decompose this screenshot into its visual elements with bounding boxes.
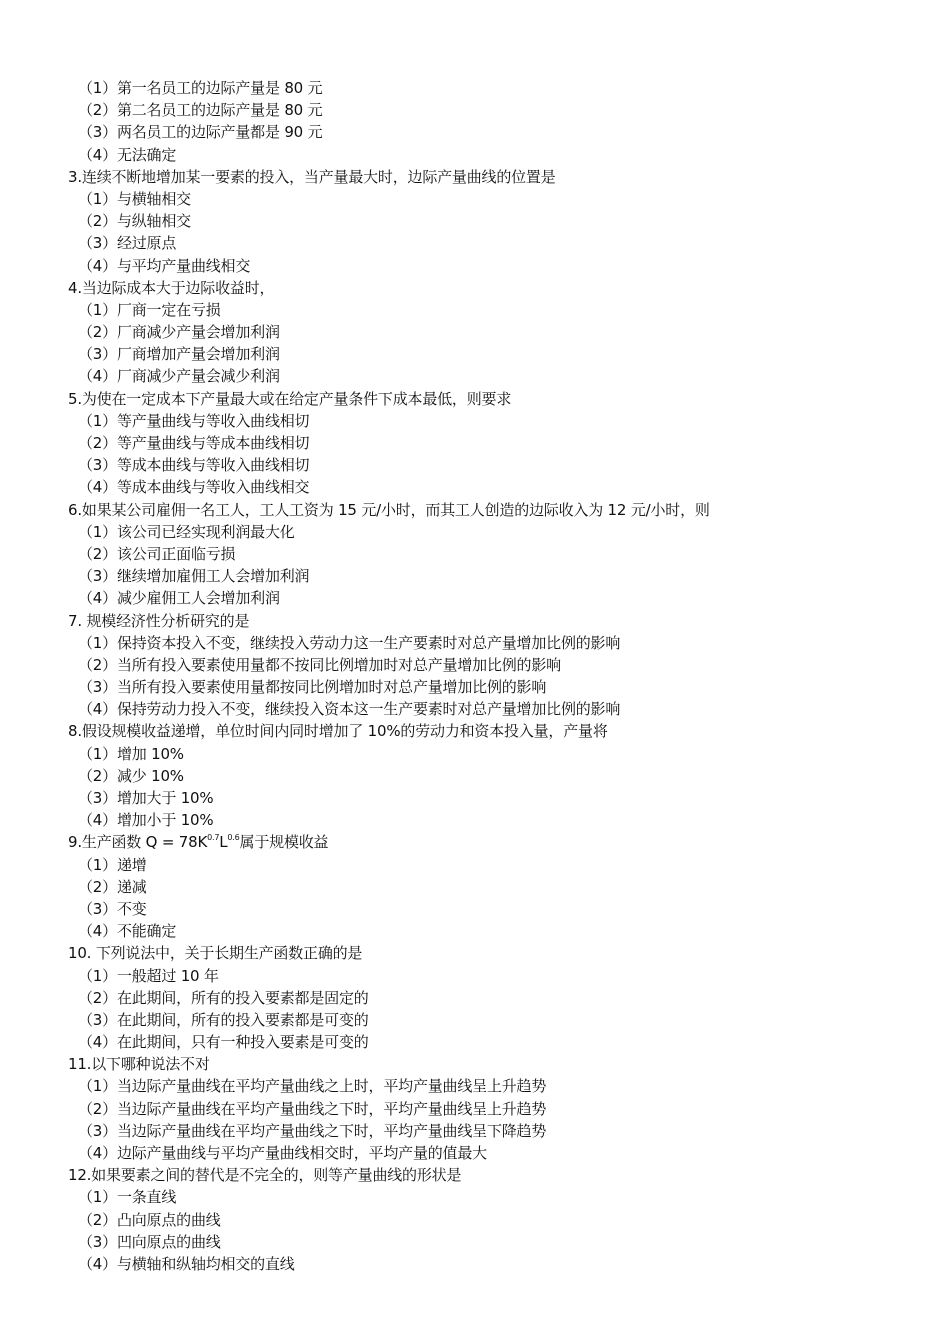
question-stem: 6.如果某公司雇佣一名工人，工人工资为 15 元/小时，而其工人创造的边际收入为 12 元/小时，则	[68, 500, 710, 519]
option-line: （1）递增	[78, 855, 147, 874]
option-line: （1）与横轴相交	[78, 189, 191, 208]
option-line: （4）减少雇佣工人会增加利润	[78, 589, 280, 608]
option-line: （3）两名员工的边际产量都是 90 元	[78, 123, 323, 142]
option-line: （4）在此期间，只有一种投入要素是可变的	[78, 1033, 369, 1052]
option-line: （3）当边际产量曲线在平均产量曲线之下时，平均产量曲线呈下降趋势	[78, 1121, 547, 1140]
option-line: （2）该公司正面临亏损	[78, 544, 236, 563]
question-stem: 5.为使在一定成本下产量最大或在给定产量条件下成本最低，则要求	[68, 389, 512, 408]
option-line: （2）递减	[78, 877, 147, 896]
option-line: （3）继续增加雇佣工人会增加利润	[78, 567, 310, 586]
option-line: （2）等产量曲线与等成本曲线相切	[78, 434, 310, 452]
option-line: （4）与横轴和纵轴均相交的直线	[78, 1254, 295, 1273]
option-line: （4）保持劳动力投入不变，继续投入资本这一生产要素时对总产量增加比例的影响	[78, 700, 621, 719]
option-line: （2）凸向原点的曲线	[78, 1210, 221, 1229]
option-line: （2）与纵轴相交	[78, 212, 191, 231]
option-line: （2）第二名员工的边际产量是 80 元	[78, 101, 323, 120]
option-line: （1）厂商一定在亏损	[78, 300, 221, 319]
option-line: （1）当边际产量曲线在平均产量曲线之上时，平均产量曲线呈上升趋势	[78, 1077, 547, 1096]
stem-text: 9.生产函数 Q = 78K	[68, 833, 208, 852]
exponent: 0.7	[207, 833, 220, 843]
option-line: （3）当所有投入要素使用量都按同比例增加时对总产量增加比例的影响	[78, 678, 547, 697]
question-stem: 7. 规模经济性分析研究的是	[68, 611, 250, 630]
option-line: （4）等成本曲线与等收入曲线相交	[78, 478, 310, 497]
option-line: （3）在此期间，所有的投入要素都是可变的	[78, 1010, 369, 1029]
question-stem: 4.当边际成本大于边际收益时，	[68, 278, 275, 297]
question-stem	[68, 831, 928, 853]
question-stem: 3.连续不断地增加某一要素的投入，当产量最大时，边际产量曲线的位置是	[68, 167, 556, 186]
question-stem: 11.以下哪种说法不对	[68, 1055, 210, 1074]
option-line: （1）一般超过 10 年	[78, 966, 219, 985]
option-line: （4）无法确定	[78, 145, 177, 164]
option-line: （2）厂商减少产量会增加利润	[78, 323, 280, 342]
stem-text: 属于规模收益	[239, 833, 329, 852]
document-page	[68, 77, 928, 1275]
option-line: （1）该公司已经实现利润最大化	[78, 522, 295, 541]
option-line: （3）不变	[78, 899, 147, 918]
option-line: （4）不能确定	[78, 922, 177, 941]
option-line: （3）等成本曲线与等收入曲线相切	[78, 456, 310, 475]
option-line: （4）增加小于 10%	[78, 811, 214, 830]
option-line: （2）当所有投入要素使用量都不按同比例增加时对总产量增加比例的影响	[78, 655, 561, 674]
option-line: （4）与平均产量曲线相交	[78, 256, 251, 275]
stem-text: L	[219, 833, 228, 852]
option-line: （3）增加大于 10%	[78, 789, 214, 807]
option-line: （3）经过原点	[78, 234, 177, 253]
option-line: （2）在此期间，所有的投入要素都是固定的	[78, 988, 369, 1007]
option-line: （1）增加 10%	[78, 744, 184, 763]
question-stem: 8.假设规模收益递增，单位时间内同时增加了 10%的劳动力和资本投入量，产量将	[68, 722, 608, 741]
exponent: 0.6	[227, 833, 240, 843]
option-line: （4）厂商减少产量会减少利润	[78, 367, 280, 386]
option-line: （2）减少 10%	[78, 766, 184, 785]
option-line: （1）一条直线	[78, 1188, 177, 1207]
question-stem: 12.如果要素之间的替代是不完全的，则等产量曲线的形状是	[68, 1166, 462, 1185]
option-line: （4）边际产量曲线与平均产量曲线相交时，平均产量的值最大	[78, 1144, 487, 1162]
option-line: （3）厂商增加产量会增加利润	[78, 345, 280, 364]
question-stem: 10. 下列说法中，关于长期生产函数正确的是	[68, 944, 363, 963]
option-line: （1）等产量曲线与等收入曲线相切	[78, 411, 310, 430]
option-line: （1）第一名员工的边际产量是 80 元	[78, 79, 323, 97]
option-line: （2）当边际产量曲线在平均产量曲线之下时，平均产量曲线呈上升趋势	[78, 1099, 547, 1118]
option-line: （3）凹向原点的曲线	[78, 1232, 221, 1251]
option-line: （1）保持资本投入不变，继续投入劳动力这一生产要素时对总产量增加比例的影响	[78, 633, 621, 652]
